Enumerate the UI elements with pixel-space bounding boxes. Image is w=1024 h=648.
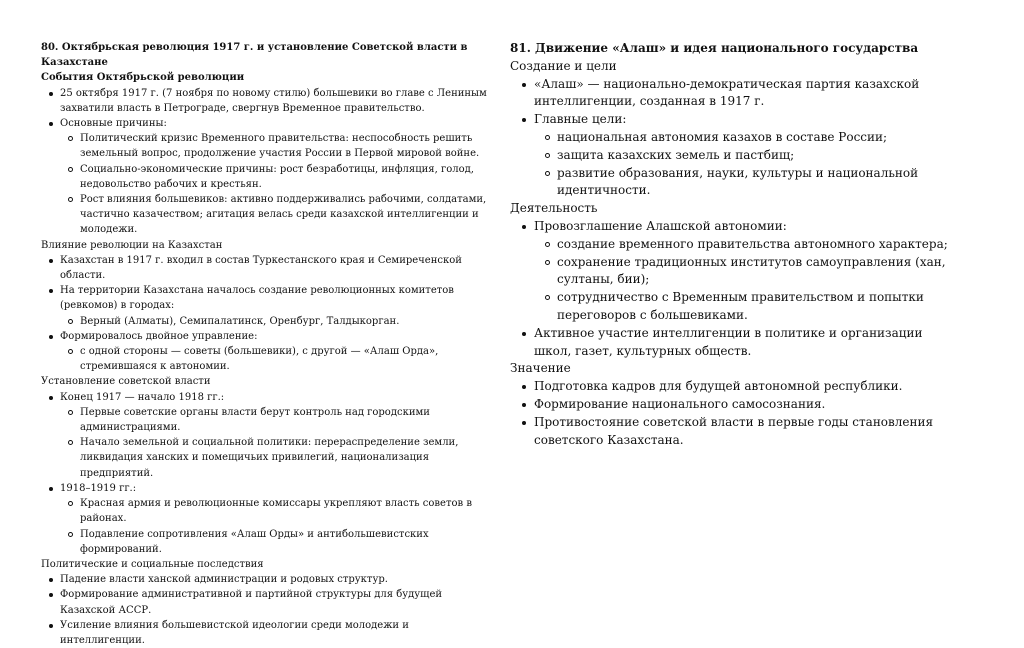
list-item: Политический кризис Временного правительства: неспособность решить земельный вопрос, продолжение участия России в Первой мировой войне. <box>60 131 493 161</box>
right-column <box>510 40 955 449</box>
significance-list <box>510 378 955 449</box>
consequences-list <box>41 572 493 648</box>
activity-heading: Деятельность <box>510 201 598 216</box>
influence-list <box>41 253 493 375</box>
consequences-heading: Политические и социальные последствия <box>41 558 264 570</box>
list-item: Активное участие интеллигенции в политике и организации школ, газет, культурных обществ. <box>510 325 955 361</box>
left-column <box>41 40 493 648</box>
list-item: Формирование административной и партийной структуры для будущей Казахской АССР. <box>41 587 493 617</box>
list-item: национальная автономия казахов в составе России; <box>534 129 955 147</box>
events-subtitle: События Октябрьской революции <box>41 72 245 84</box>
list-item: Падение власти ханской администрации и родовых структур. <box>41 572 493 587</box>
list-item <box>510 218 955 325</box>
list-item-text: «Алаш» — национально-демократическая партия казахской интеллигенции, созданная в 1917 г. <box>534 76 920 109</box>
establishment-heading: Установление советской власти <box>41 376 211 388</box>
list-item: создание временного правительства автономного характера; <box>534 236 955 254</box>
list-item <box>41 116 493 238</box>
list-item: Красная армия и революционные комиссары укрепляют власть советов в районах. <box>60 496 493 526</box>
significance-heading: Значение <box>510 361 571 376</box>
list-item: сотрудничество с Временным правительством и попытки переговоров с большевиками. <box>534 289 955 325</box>
list-item: Первые советские органы власти берут контроль над городскими администрациями. <box>60 405 493 435</box>
list-item-text: Казахстан в 1917 г. входил в состав Туркестанского края и Семиреченской области. <box>60 254 462 282</box>
list-item: Формирование национального самосознания. <box>510 396 955 414</box>
influence-heading: Влияние революции на Казахстан <box>41 239 223 251</box>
establishment-list <box>41 390 493 557</box>
list-item: развитие образования, науки, культуры и национальной идентичности. <box>534 165 955 201</box>
creation-list <box>510 76 955 201</box>
list-item: Усиление влияния большевистской идеологии среди молодежи и интеллигенции. <box>41 618 493 648</box>
list-item: Социально-экономические причины: рост безработицы, инфляция, голод, недовольство рабочих и крестьян. <box>60 162 493 192</box>
list-item-text: Провозглашение Алашской автономии: <box>534 218 787 233</box>
list-item <box>41 253 493 283</box>
list-item: с одной стороны — советы (большевики), с другой — «Алаш Орда», стремившаяся к автономии. <box>60 344 493 374</box>
section-81-title: 81. Движение «Алаш» и идея национального государства <box>510 41 919 55</box>
list-item: Противостояние советской власти в первые годы становления советского Казахстана. <box>510 414 955 450</box>
list-item-text: Формировалось двойное управление: <box>60 330 258 342</box>
activity-list <box>510 218 955 360</box>
list-item <box>510 111 955 200</box>
list-item-text: Основные причины: <box>60 118 167 130</box>
list-item <box>41 390 493 481</box>
list-item-text: Конец 1917 — начало 1918 гг.: <box>60 391 225 403</box>
list-item: Подавление сопротивления «Алаш Орды» и антибольшевистских формирований. <box>60 527 493 557</box>
list-item: защита казахских земель и пастбищ; <box>534 147 955 165</box>
list-item-text: 1918–1919 гг.: <box>60 482 137 494</box>
list-item-text: 25 октября 1917 г. (7 ноября по новому стилю) большевики во главе с Лениным захватили власть в Петрограде, свергнув Временное правительство. <box>60 87 487 114</box>
list-item: Верный (Алматы), Семипалатинск, Оренбург, Талдыкорган. <box>60 314 493 329</box>
list-item-text: На территории Казахстана началось создание революционных комитетов (ревкомов) в городах: <box>60 285 454 312</box>
list-item: Начало земельной и социальной политики: перераспределение земли, ликвидация ханских и помещичьих привилегий, национализация предприятий. <box>60 435 493 481</box>
list-item <box>41 481 493 557</box>
list-item: Рост влияния большевиков: активно поддерживались рабочими, солдатами, частично казачеством; агитация велась среди казахской интеллигенции и молодежи. <box>60 192 493 238</box>
list-item: Подготовка кадров для будущей автономной республики. <box>510 378 955 396</box>
causes-list <box>60 131 493 237</box>
events-list <box>41 86 493 238</box>
creation-heading: Создание и цели <box>510 58 617 73</box>
list-item <box>510 76 955 112</box>
section-80-title: 80. Октябрьская революция 1917 г. и установление Советской власти в Казахстане <box>41 42 468 69</box>
list-item <box>41 283 493 329</box>
list-item-text: Главные цели: <box>534 112 627 127</box>
list-item <box>41 329 493 375</box>
list-item <box>41 86 493 116</box>
list-item: сохранение традиционных институтов самоуправления (хан, султаны, бии); <box>534 254 955 290</box>
